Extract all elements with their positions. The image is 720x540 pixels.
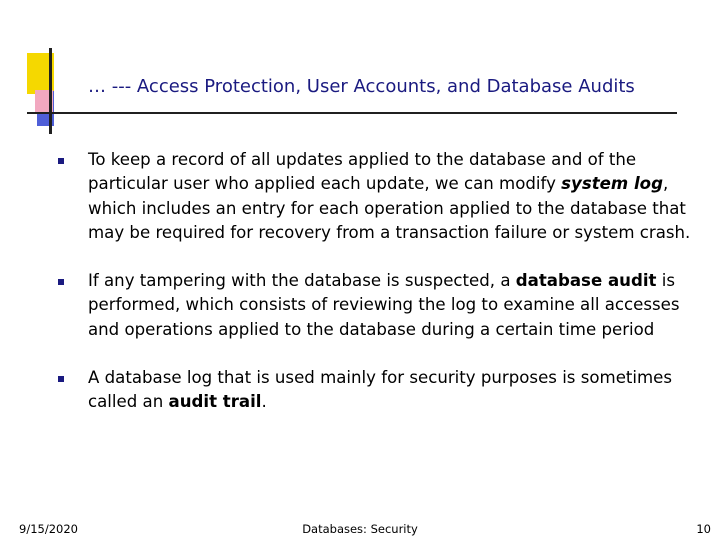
bullet-text: To keep a record of all updates applied to the database and of the particular user who applied each update, we can modify — [88, 150, 637, 194]
bullet-list — [58, 148, 698, 415]
decor-vertical-line — [49, 48, 52, 134]
footer-title: Databases: Security — [302, 522, 418, 536]
square-bullet-icon — [58, 158, 64, 164]
slide-title: … --- Access Protection, User Accounts, and Database Audits — [88, 76, 635, 97]
term-audit-trail: audit trail — [168, 392, 262, 412]
term-system-log: system log — [561, 174, 663, 194]
bullet-item — [58, 148, 698, 245]
title-underline — [27, 112, 677, 114]
footer-date: 9/15/2020 — [19, 522, 78, 536]
bullet-text: , which includes an entry for each operation applied to the database that may be required for recovery from a transaction failure or system crash. — [88, 174, 691, 242]
bullet-item — [58, 366, 698, 415]
square-bullet-icon — [58, 376, 64, 382]
bullet-text: If any tampering with the database is suspected, a — [88, 271, 516, 291]
bullet-text: A database log that is used mainly for security purposes is sometimes called an — [88, 368, 673, 412]
term-database-audit: database audit — [515, 271, 657, 291]
bullet-text: . — [261, 392, 267, 412]
page-number: 10 — [696, 522, 711, 536]
bullet-item — [58, 269, 698, 342]
bullet-text: is performed, which consists of reviewing the log to examine all accesses and operations applied to the database during a certain time period — [88, 271, 680, 339]
square-bullet-icon — [58, 279, 64, 285]
